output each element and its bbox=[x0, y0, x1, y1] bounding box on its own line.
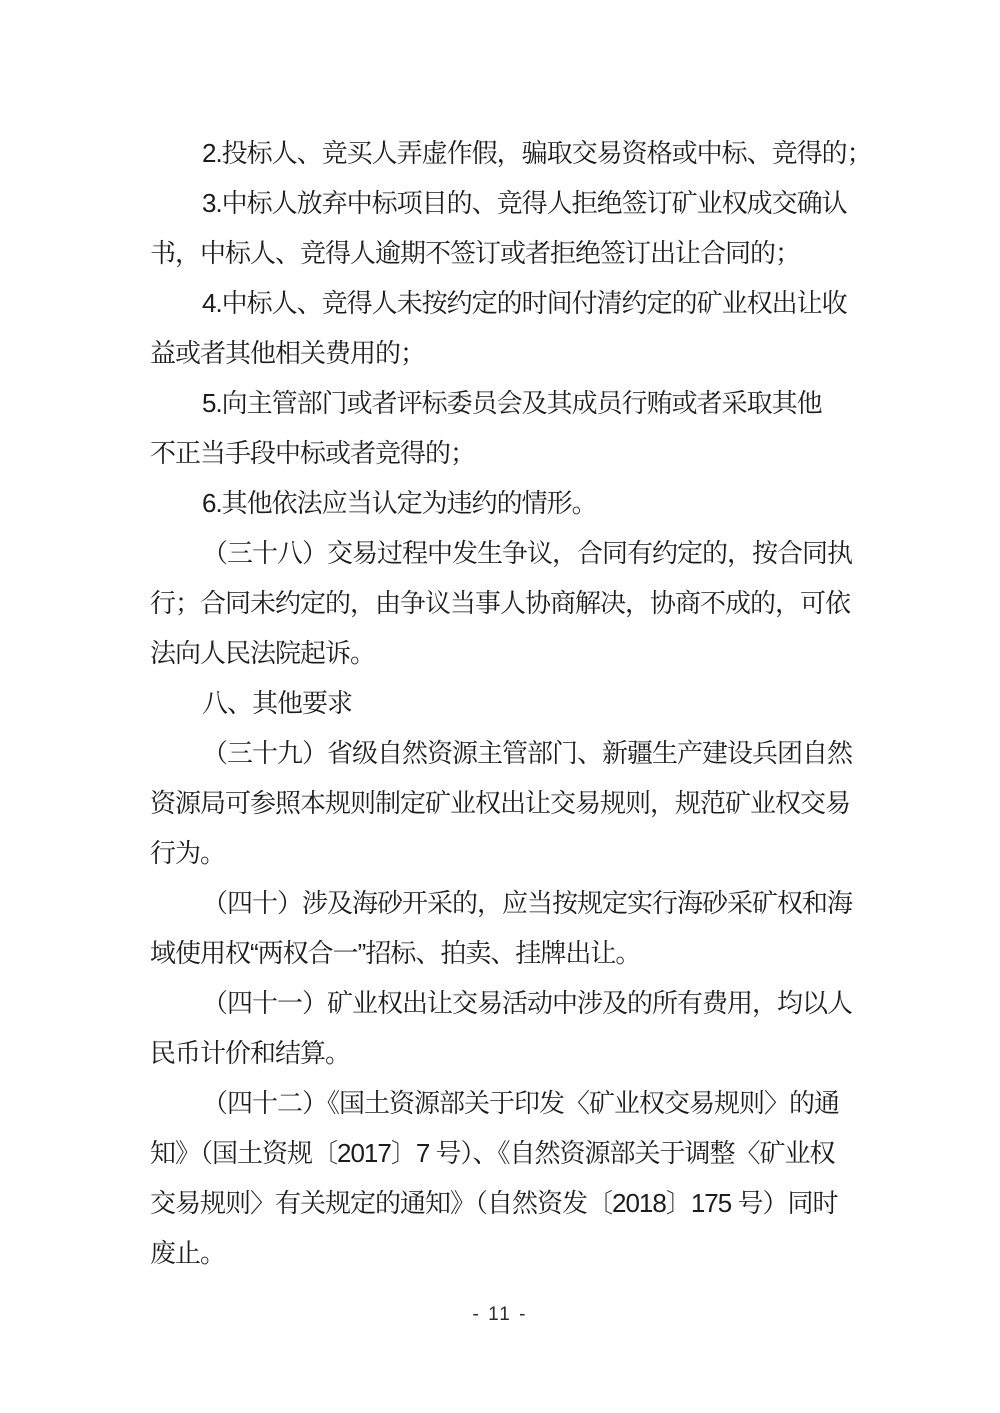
body-line-clause-39-cont2: 行为。 bbox=[150, 838, 226, 868]
body-line-clause-42: （四十二）《国土资源部关于印发〈矿业权交易规则〉的通 bbox=[202, 1088, 840, 1118]
body-line-clause-42-cont3: 废止。 bbox=[150, 1238, 226, 1268]
body-line-clause-42-cont: 知》（国土资规〔2017〕7 号）、《自然资源部关于调整〈矿业权 bbox=[150, 1138, 835, 1168]
body-line-item-4-cont: 益或者其他相关费用的； bbox=[150, 338, 426, 368]
body-line-clause-38: （三十八）交易过程中发生争议，合同有约定的，按合同执 bbox=[202, 538, 853, 568]
body-line-clause-38-cont2: 法向人民法院起诉。 bbox=[150, 638, 376, 668]
body-line-clause-39: （三十九）省级自然资源主管部门、新疆生产建设兵团自然 bbox=[202, 738, 853, 768]
page-number: - 11 - bbox=[472, 1304, 528, 1325]
body-line-item-4: 4.中标人、竞得人未按约定的时间付清约定的矿业权出让收 bbox=[202, 288, 847, 318]
body-line-clause-40: （四十）涉及海砂开采的，应当按规定实行海砂采矿权和海 bbox=[202, 888, 853, 918]
body-line-item-3: 3.中标人放弃中标项目的、竞得人拒绝签订矿业权成交确认 bbox=[202, 188, 847, 218]
document-body bbox=[150, 128, 872, 1278]
body-line-item-5: 5.向主管部门或者评标委员会及其成员行贿或者采取其他 bbox=[202, 388, 822, 418]
body-line-clause-38-cont: 行；合同未约定的，由争议当事人协商解决，协商不成的，可依 bbox=[150, 588, 851, 618]
body-line-item-3-cont: 书，中标人、竞得人逾期不签订或者拒绝签订出让合同的； bbox=[150, 238, 801, 268]
body-line-clause-42-cont2: 交易规则〉有关规定的通知》（自然资发〔2018〕175 号）同时 bbox=[150, 1188, 838, 1218]
body-line-clause-41-cont: 民币计价和结算。 bbox=[150, 1038, 351, 1068]
body-line-item-2: 2.投标人、竞买人弄虚作假，骗取交易资格或中标、竞得的； bbox=[202, 138, 872, 168]
body-line-item-6: 6.其他依法应当认定为违约的情形。 bbox=[202, 488, 597, 518]
section-heading-other-reqs: 八、其他要求 bbox=[202, 688, 353, 718]
body-line-item-5-cont: 不正当手段中标或者竞得的； bbox=[150, 438, 476, 468]
body-line-clause-40-cont: 域使用权“两权合一”招标、拍卖、挂牌出让。 bbox=[150, 938, 641, 968]
body-line-clause-41: （四十一）矿业权出让交易活动中涉及的所有费用，均以人 bbox=[202, 988, 853, 1018]
body-line-clause-39-cont: 资源局可参照本规则制定矿业权出让交易规则，规范矿业权交易 bbox=[150, 788, 851, 818]
